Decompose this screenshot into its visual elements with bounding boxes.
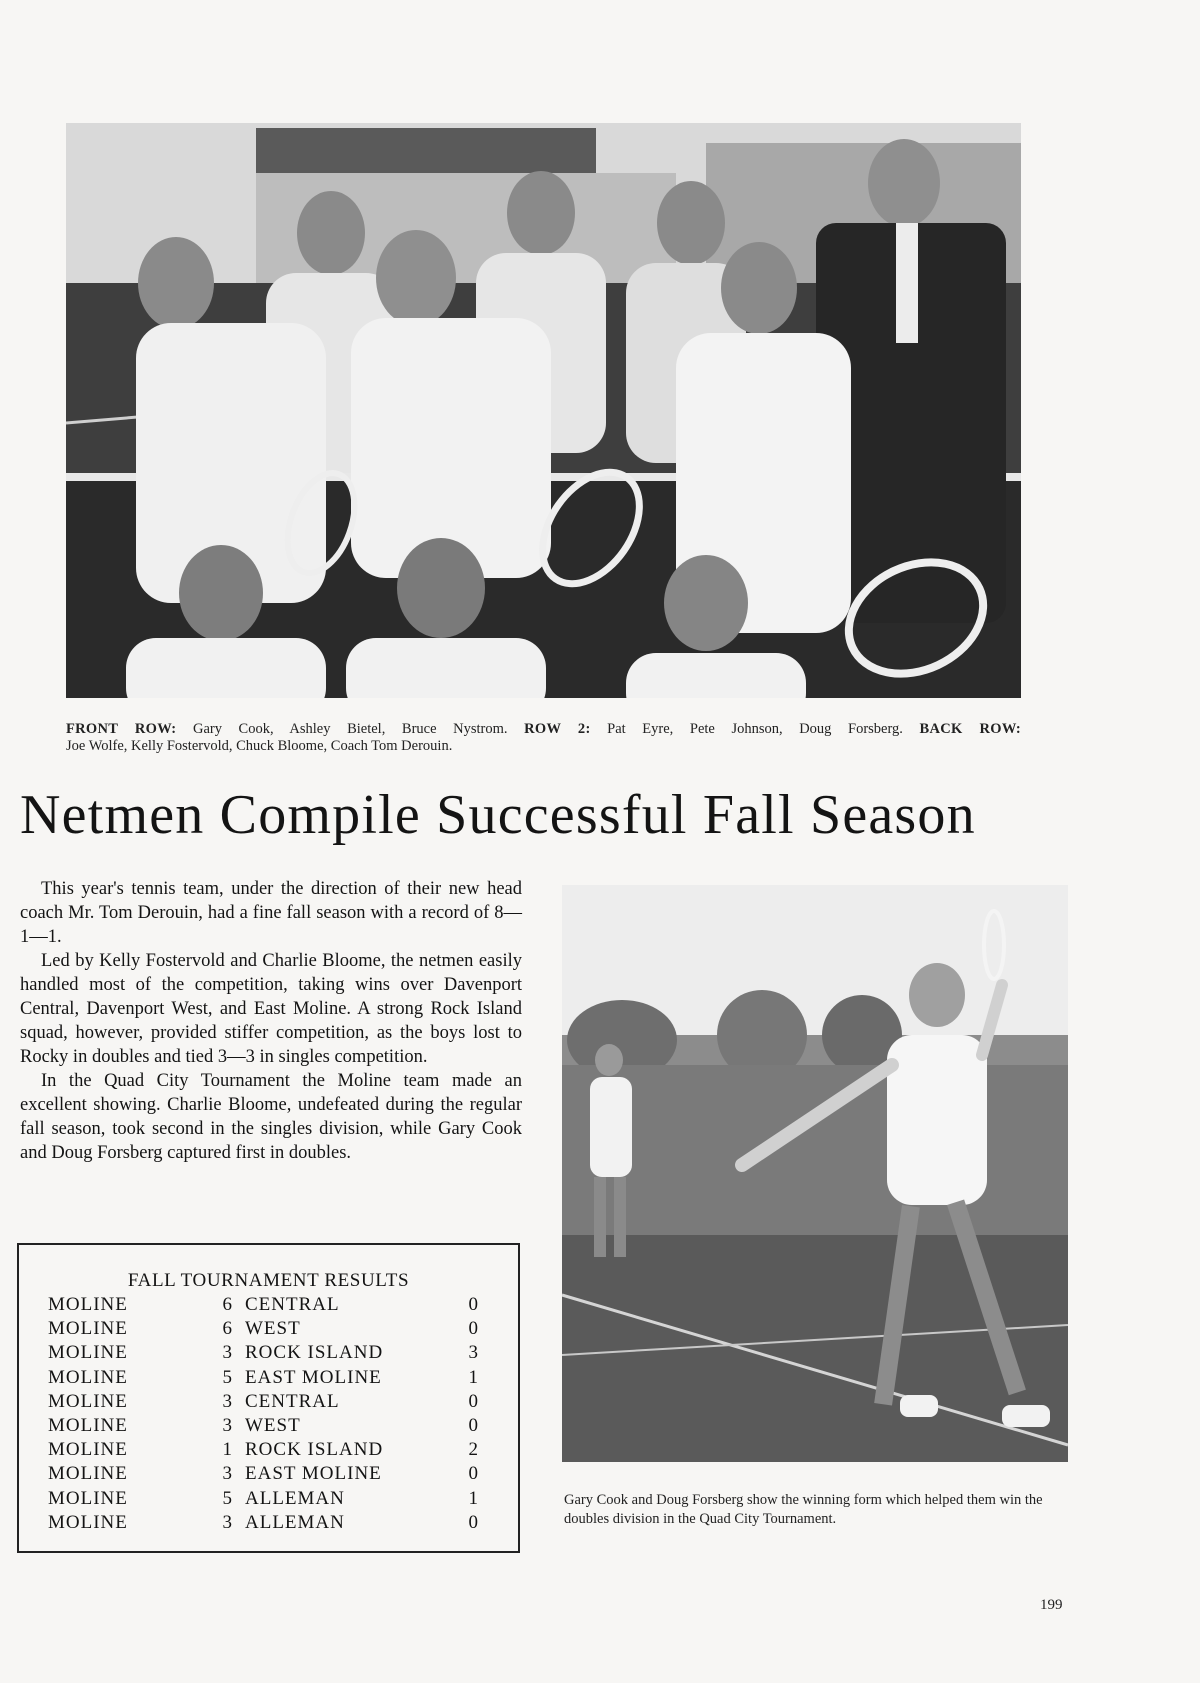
home-score: 3 bbox=[222, 1414, 233, 1436]
home-score: 5 bbox=[222, 1487, 233, 1509]
results-title: FALL TOURNAMENT RESULTS bbox=[127, 1270, 410, 1291]
page-number: 199 bbox=[1040, 1597, 1063, 1613]
results-row bbox=[19, 1366, 518, 1390]
home-score: 5 bbox=[222, 1366, 233, 1388]
front-row-names: Gary Cook, Ashley Bietel, Bruce Nystrom. bbox=[176, 721, 525, 737]
opponent-team: ROCK ISLAND bbox=[245, 1439, 384, 1461]
opponent-score: 0 bbox=[468, 1318, 479, 1340]
opponent-team: CENTRAL bbox=[245, 1294, 340, 1315]
home-score: 3 bbox=[222, 1463, 233, 1485]
results-row bbox=[19, 1293, 518, 1317]
home-team: MOLINE bbox=[48, 1318, 128, 1340]
opponent-team: WEST bbox=[245, 1414, 301, 1436]
row-2-names: Pat Eyre, Pete Johnson, Doug Forsberg. bbox=[590, 721, 920, 737]
opponent-score: 1 bbox=[468, 1366, 479, 1388]
results-row bbox=[19, 1317, 518, 1341]
results-table bbox=[19, 1293, 518, 1535]
opponent-team: WEST bbox=[245, 1318, 301, 1340]
opponent-team: EAST MOLINE bbox=[245, 1463, 382, 1485]
opponent-team: ALLEMAN bbox=[245, 1487, 345, 1509]
results-row bbox=[19, 1438, 518, 1462]
home-score: 6 bbox=[222, 1294, 233, 1315]
action-photo bbox=[562, 885, 1068, 1462]
home-team: MOLINE bbox=[48, 1342, 128, 1364]
home-team: MOLINE bbox=[48, 1439, 128, 1461]
article-body bbox=[20, 877, 522, 1165]
home-score: 1 bbox=[222, 1439, 233, 1461]
home-score: 6 bbox=[222, 1318, 233, 1340]
opponent-score: 0 bbox=[468, 1390, 479, 1412]
page-headline: Netmen Compile Successful Fall Season bbox=[20, 784, 976, 846]
opponent-team: CENTRAL bbox=[245, 1390, 340, 1412]
article-paragraph: This year's tennis team, under the direction of their new head coach Mr. Tom Derouin, had a fine fall season with a record of 8—1—1. bbox=[20, 879, 522, 947]
opponent-team: EAST MOLINE bbox=[245, 1366, 382, 1388]
home-team: MOLINE bbox=[48, 1463, 128, 1485]
back-row-names: Joe Wolfe, Kelly Fostervold, Chuck Bloome, Coach Tom Derouin. bbox=[66, 738, 453, 754]
article-paragraph: Led by Kelly Fostervold and Charlie Bloome, the netmen easily handled most of the competition, taking wins over Davenport Central, Davenport West, and East Moline. A strong Rock Island squad, however, provided stiffer competition, as the boys lost to Rocky in doubles and tied 3—3 in singles competition. bbox=[20, 951, 522, 1067]
opponent-score: 0 bbox=[468, 1511, 479, 1533]
team-photo-illustration bbox=[66, 123, 1021, 698]
opponent-score: 0 bbox=[468, 1463, 479, 1485]
opponent-team: ALLEMAN bbox=[245, 1511, 345, 1533]
results-row bbox=[19, 1487, 518, 1511]
home-team: MOLINE bbox=[48, 1366, 128, 1388]
opponent-score: 0 bbox=[468, 1414, 479, 1436]
opponent-team: ROCK ISLAND bbox=[245, 1342, 384, 1364]
home-score: 3 bbox=[222, 1511, 233, 1533]
back-row-label: BACK ROW: bbox=[919, 721, 1021, 737]
action-photo-illustration bbox=[562, 885, 1068, 1462]
row-2-label: ROW 2: bbox=[524, 721, 591, 737]
home-team: MOLINE bbox=[48, 1294, 128, 1315]
results-row bbox=[19, 1462, 518, 1486]
results-row bbox=[19, 1414, 518, 1438]
team-photo-caption bbox=[66, 721, 1021, 755]
home-team: MOLINE bbox=[48, 1511, 128, 1533]
results-row bbox=[19, 1341, 518, 1365]
opponent-score: 2 bbox=[468, 1439, 479, 1461]
tournament-results-box bbox=[17, 1243, 520, 1553]
home-team: MOLINE bbox=[48, 1390, 128, 1412]
front-row-label: FRONT ROW: bbox=[66, 721, 177, 737]
home-team: MOLINE bbox=[48, 1414, 128, 1436]
team-photo bbox=[66, 123, 1021, 698]
results-row bbox=[19, 1511, 518, 1535]
opponent-score: 3 bbox=[468, 1342, 479, 1364]
article-paragraph: In the Quad City Tournament the Moline team made an excellent showing. Charlie Bloome, undefeated during the regular fall season, took second in the singles division, while Gary Cook and Doug Forsberg captured first in doubles. bbox=[20, 1071, 522, 1163]
home-score: 3 bbox=[222, 1342, 233, 1364]
action-photo-caption: Gary Cook and Doug Forsberg show the winning form which helped them win the doubles division in the Quad City Tournament. bbox=[564, 1492, 1043, 1527]
home-score: 3 bbox=[222, 1390, 233, 1412]
opponent-score: 0 bbox=[468, 1294, 479, 1315]
results-row bbox=[19, 1390, 518, 1414]
home-team: MOLINE bbox=[48, 1487, 128, 1509]
opponent-score: 1 bbox=[468, 1487, 479, 1509]
